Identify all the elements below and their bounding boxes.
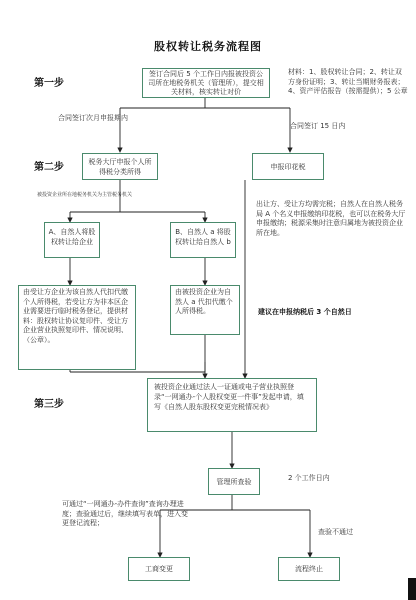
- tax-hall-box: 税务大厅申报个人所得税分类所得: [82, 153, 158, 180]
- two-days-label: 2 个工作日内: [288, 474, 330, 482]
- income-deadline-label: 合同签订次月申报期内: [58, 114, 128, 122]
- stamp-tax-notes: 出让方、受让方均需完税；自然人在自然人税务局 A 个名义申报缴纳印花税，也可以在税务大厅申报缴纳；税源采集时注意归属地为被投资企业所在地。: [256, 200, 406, 237]
- not-passed-label: 查验不通过: [318, 528, 353, 536]
- business-change-box: 工商变更: [128, 557, 190, 581]
- query-note: 可通过“一网通办-办件查询”查询办理进度；查验通过后，继续填写表单，进入变更登记流程；: [62, 500, 188, 527]
- terminate-box: 流程终止: [278, 557, 340, 581]
- stamp-tax-box: 申报印花税: [252, 153, 324, 180]
- case-a-box: A、自然人将股权转让给企业: [44, 222, 100, 258]
- step-label-3: 第三步: [34, 399, 64, 410]
- jurisdiction-note: 被投资企业所在地税务机关为主管税务机关: [37, 192, 133, 198]
- stamp-deadline-label: 合同签订 15 日内: [290, 122, 346, 130]
- case-b-box: B、自然人 a 将股权转让给自然人 b: [170, 222, 236, 258]
- register-box: 被投资企业通过法人一证通或电子营业执照登录“一网通办-个人股权变更一件事”发起申请，填写《自然人股东股权变更完税情况表》: [147, 378, 317, 432]
- materials-note: 材料：1、股权转让合同；2、转让双方身份证明；3、转让当期财务报表；4、资产评估报告（按需提供）；5 公章: [288, 68, 408, 95]
- step-label-2: 第二步: [34, 162, 64, 173]
- page-edge-mark: [408, 578, 416, 600]
- withhold-a-box: 由受让方企业为该自然人代扣代缴个人所得税，若受让方为非本区企业需要进行临时税务登记，提供材料：股权转让协议复印件、受让方企业营业执照复印件、情况说明、（公章）。: [18, 285, 136, 370]
- review-box: 管理所查验: [208, 468, 260, 495]
- page-title: 股权转让税务流程图: [154, 40, 262, 53]
- step-label-1: 第一步: [34, 78, 64, 89]
- withhold-b-box: 由被投资企业为自然人 a 代扣代缴个人所得税。: [170, 285, 240, 335]
- declare-days-label: 建议在申报纳税后 3 个自然日: [258, 308, 352, 316]
- signing-box: 签订合同后 5 个工作日内报被投资公司所在地税务机关（管理所），提交相关材料，核实转让对价: [142, 68, 270, 98]
